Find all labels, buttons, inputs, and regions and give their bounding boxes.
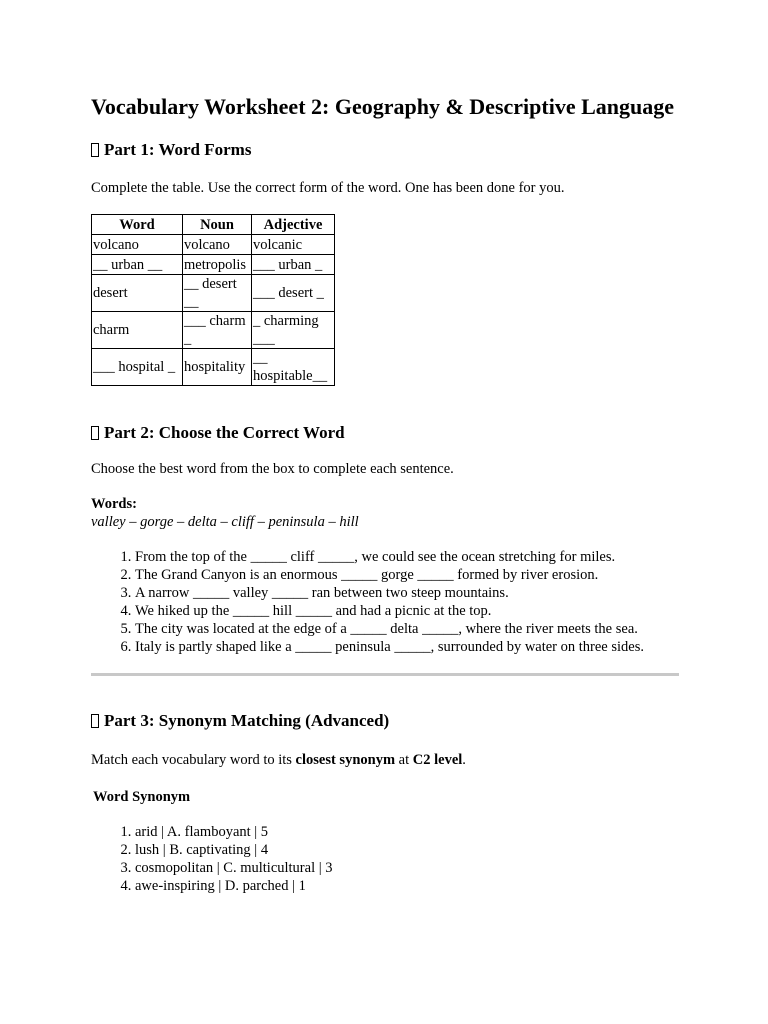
table-row bbox=[92, 312, 335, 349]
word-forms-table bbox=[91, 214, 335, 386]
table-cell: __ urban __ bbox=[92, 255, 183, 275]
table-cell: volcano bbox=[183, 235, 252, 255]
list-item: 3. cosmopolitan | C. multicultural | 3 bbox=[135, 859, 681, 877]
part3-instructions bbox=[91, 751, 681, 769]
table-cell: volcanic bbox=[252, 235, 335, 255]
table-cell: __ hospitable__ bbox=[252, 349, 335, 386]
table-cell: desert bbox=[92, 275, 183, 312]
part2-heading bbox=[91, 423, 681, 443]
list-item: 6. Italy is partly shaped like a _____ peninsula _____, surrounded by water on three sides. bbox=[135, 638, 681, 656]
worksheet-page bbox=[91, 94, 681, 895]
table-row bbox=[92, 275, 335, 312]
missing-glyph-icon bbox=[91, 714, 99, 728]
instructions-text: Match each vocabulary word to its bbox=[91, 752, 296, 768]
table-cell: volcano bbox=[92, 235, 183, 255]
list-item: 1. From the top of the _____ cliff _____, we could see the ocean stretching for miles. bbox=[135, 548, 681, 566]
part2-heading-text: Part 2: Choose the Correct Word bbox=[104, 423, 345, 442]
page-title: Vocabulary Worksheet 2: Geography & Descriptive Language bbox=[91, 94, 674, 119]
table-row bbox=[92, 255, 335, 275]
table-cell: ___ urban _ bbox=[252, 255, 335, 275]
table-cell: ___ desert _ bbox=[252, 275, 335, 312]
instructions-text: . bbox=[462, 752, 466, 768]
column-header-word: Word bbox=[92, 215, 183, 235]
synonym-list bbox=[91, 823, 681, 895]
table-cell: __ desert __ bbox=[183, 275, 252, 312]
list-item: 4. We hiked up the _____ hill _____ and had a picnic at the top. bbox=[135, 602, 681, 620]
table-cell: charm bbox=[92, 312, 183, 349]
list-item: 3. A narrow _____ valley _____ ran between two steep mountains. bbox=[135, 584, 681, 602]
synonym-table-header: Word Synonym bbox=[93, 789, 191, 805]
list-item: 2. The Grand Canyon is an enormous _____ gorge _____ formed by river erosion. bbox=[135, 566, 681, 584]
section-divider bbox=[91, 673, 679, 676]
word-bank: valley – gorge – delta – cliff – peninsula – hill bbox=[91, 514, 359, 530]
column-header-adjective: Adjective bbox=[252, 215, 335, 235]
part3-heading-text: Part 3: Synonym Matching (Advanced) bbox=[104, 711, 390, 730]
missing-glyph-icon bbox=[91, 426, 99, 440]
table-row bbox=[92, 235, 335, 255]
missing-glyph-icon bbox=[91, 143, 99, 157]
instructions-emphasis: closest synonym bbox=[295, 752, 396, 768]
words-label: Words: bbox=[91, 496, 137, 512]
part2-instructions: Choose the best word from the box to complete each sentence. bbox=[91, 461, 454, 477]
instructions-text: at bbox=[395, 752, 413, 768]
table-cell: metropolis bbox=[183, 255, 252, 275]
part1-heading-text: Part 1: Word Forms bbox=[104, 140, 252, 159]
part1-instructions: Complete the table. Use the correct form of the word. One has been done for you. bbox=[91, 180, 565, 196]
table-row bbox=[92, 349, 335, 386]
table-cell: ___ charm _ bbox=[183, 312, 252, 349]
column-header-noun: Noun bbox=[183, 215, 252, 235]
table-header-row bbox=[92, 215, 335, 235]
list-item: 1. arid | A. flamboyant | 5 bbox=[135, 823, 681, 841]
list-item: 4. awe-inspiring | D. parched | 1 bbox=[135, 877, 681, 895]
table-cell: ___ hospital _ bbox=[92, 349, 183, 386]
part1-heading bbox=[91, 140, 681, 160]
sentence-list bbox=[91, 548, 681, 656]
list-item: 5. The city was located at the edge of a _____ delta _____, where the river meets the sea. bbox=[135, 620, 681, 638]
list-item: 2. lush | B. captivating | 4 bbox=[135, 841, 681, 859]
table-cell: _ charming ___ bbox=[252, 312, 335, 349]
part3-heading bbox=[91, 711, 681, 731]
table-cell: hospitality bbox=[183, 349, 252, 386]
instructions-emphasis: C2 level bbox=[412, 752, 463, 768]
